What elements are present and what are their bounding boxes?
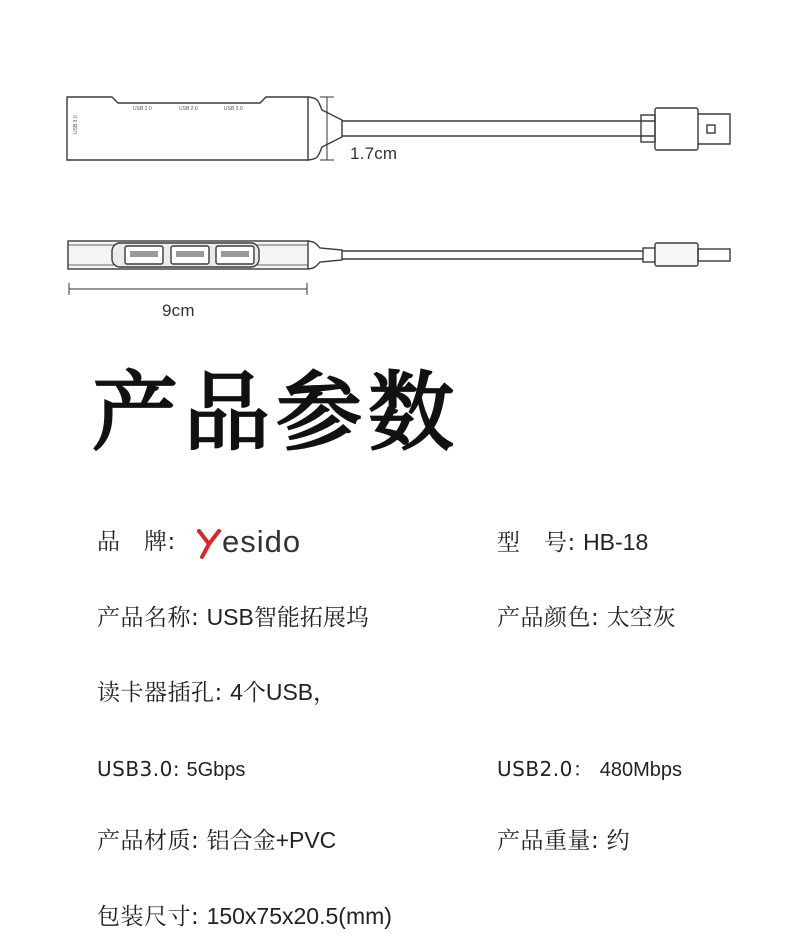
- height-dimension-line: [320, 97, 334, 160]
- spec-brand: [97, 531, 176, 554]
- spec-color-label: 产品颜色:: [497, 605, 600, 631]
- spec-material-label: 产品材质:: [97, 828, 200, 854]
- spec-product-name-label: 产品名称:: [97, 605, 200, 631]
- section-title: 产品参数: [92, 363, 460, 463]
- spec-product-name: [97, 606, 369, 630]
- spec-material: [97, 829, 336, 853]
- product-dimension-diagram: [0, 0, 790, 340]
- spec-card-reader: [97, 681, 336, 705]
- width-dimension-label: 9cm: [162, 301, 195, 320]
- usb2-port-label-1: USB 2.0: [133, 106, 152, 112]
- spec-product-name-value: USB智能拓展坞: [206, 604, 369, 630]
- spec-weight: [497, 829, 630, 853]
- yesido-logo: [197, 522, 332, 562]
- spec-model-label: 型 号:: [497, 530, 576, 556]
- spec-model: [497, 531, 648, 555]
- spec-color-value: 太空灰: [606, 604, 676, 630]
- spec-material-value: 铝合金+PVC: [206, 827, 337, 853]
- usb2-port-label-3: USB 2.0: [224, 106, 243, 112]
- spec-package-size: [97, 905, 392, 929]
- spec-usb3-value: 5Gbps: [186, 759, 246, 781]
- spec-model-value: HB-18: [583, 529, 649, 555]
- spec-card-reader-value: 4个USB，: [230, 679, 337, 705]
- spec-package-size-value: 150x75x20.5(mm): [206, 903, 392, 929]
- hub-side-view: [68, 241, 730, 269]
- width-dimension-line: [69, 283, 307, 295]
- spec-usb3-label: USB3.0:: [97, 757, 181, 781]
- usb2-port-label-2: USB 2.0: [179, 106, 198, 112]
- spec-card-reader-label: 读卡器插孔:: [97, 680, 223, 706]
- spec-usb2-value: 480Mbps: [599, 759, 683, 781]
- spec-usb2: [497, 759, 682, 780]
- hub-top-view: [67, 97, 730, 160]
- height-dimension-label: 1.7cm: [350, 144, 398, 163]
- spec-brand-label: 品 牌:: [97, 529, 176, 555]
- spec-usb2-label: USB2.0：: [497, 757, 594, 781]
- spec-usb3: [97, 759, 245, 780]
- spec-package-size-label: 包装尺寸:: [97, 904, 200, 930]
- spec-weight-value: 约: [606, 827, 630, 853]
- svg-text:esido: esido: [222, 524, 302, 559]
- spec-weight-label: 产品重量:: [497, 828, 600, 854]
- spec-color: [497, 606, 676, 630]
- usb3-side-label: USB 3.0: [73, 115, 79, 134]
